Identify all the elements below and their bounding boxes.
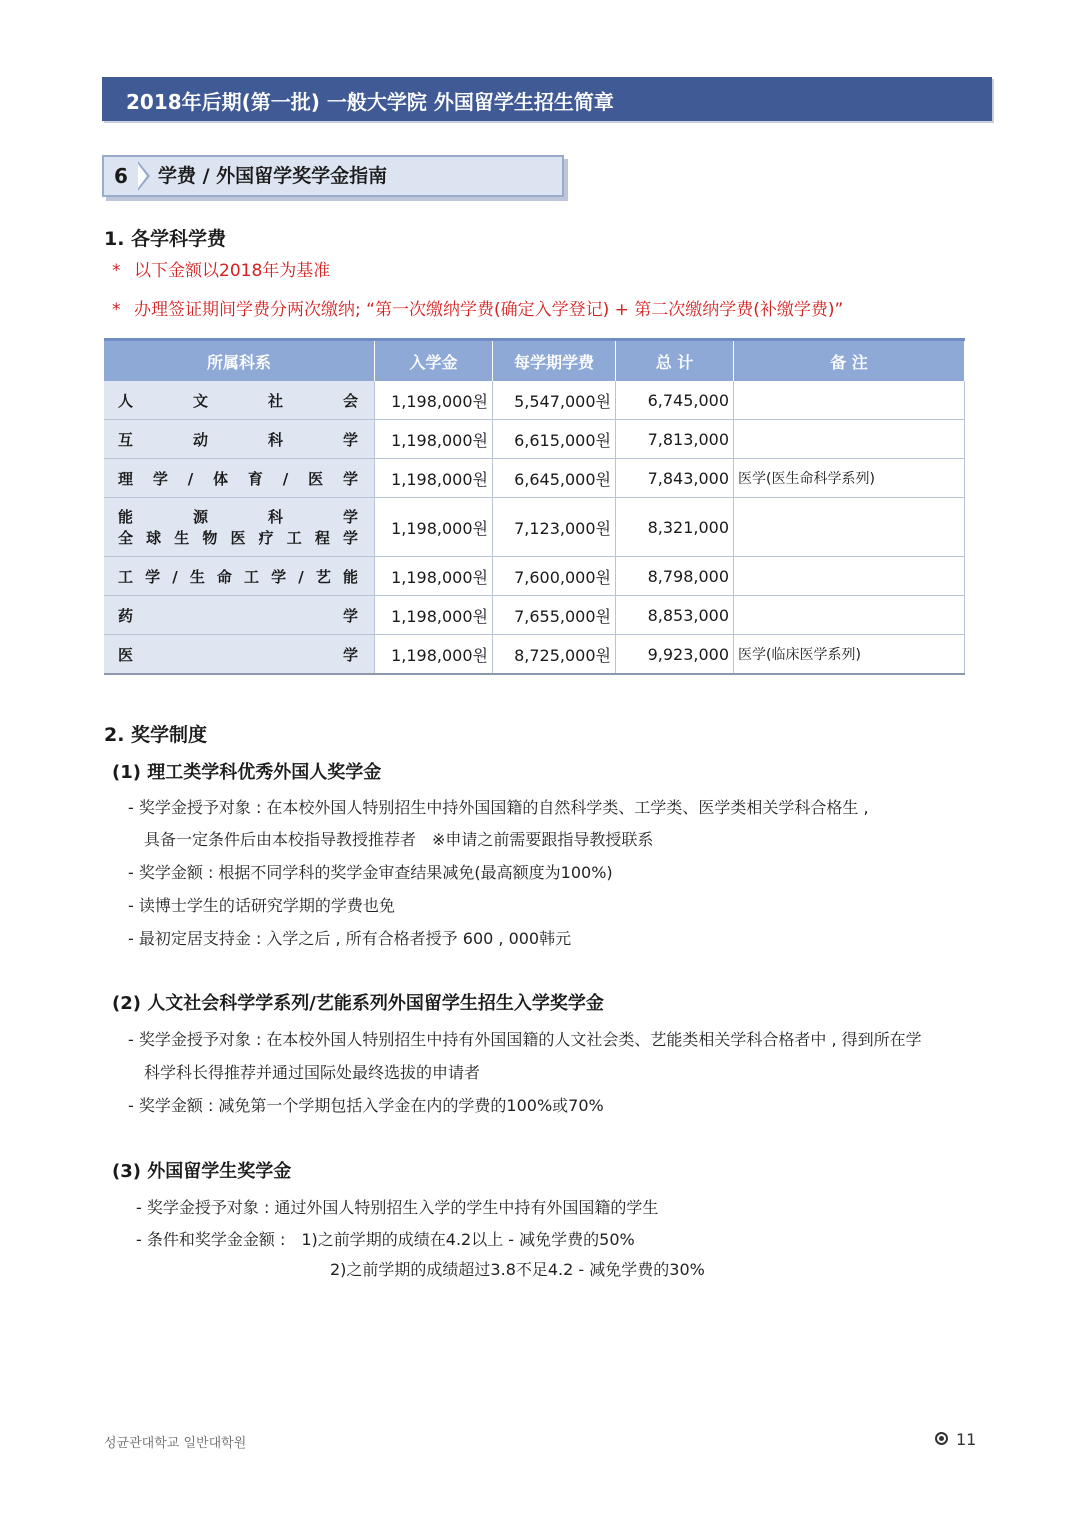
total-cell: 8,853,000 bbox=[616, 596, 734, 635]
tuition-cell: 6,615,000원 bbox=[493, 420, 616, 459]
remark-cell bbox=[734, 596, 965, 635]
col-header-total: 总 计 bbox=[616, 340, 734, 382]
part2-heading: 2. 奖学制度 bbox=[104, 724, 208, 746]
footer-school-name: 성균관대학교 일반대학원 bbox=[104, 1436, 247, 1451]
table-header-row bbox=[104, 340, 965, 382]
tuition-cell: 8,725,000원 bbox=[493, 635, 616, 675]
col-header-department: 所属科系 bbox=[104, 340, 375, 382]
entrance-fee-cell: 1,198,000원 bbox=[375, 596, 493, 635]
department-cell: 医学 bbox=[104, 635, 375, 675]
table-row bbox=[104, 498, 965, 557]
scholarship-2-title: (2) 人文社会科学学系列/艺能系列外国留学生招生入学奖学金 bbox=[112, 993, 604, 1014]
note-1-text: 以下金额以2018年为基准 bbox=[134, 261, 331, 281]
department-cell: 互动科学 bbox=[104, 420, 375, 459]
tuition-cell: 5,547,000원 bbox=[493, 381, 616, 420]
remark-cell bbox=[734, 498, 965, 557]
scholarship-1-title: (1) 理工类学科优秀外国人奖学金 bbox=[112, 762, 382, 783]
table-row bbox=[104, 635, 965, 675]
total-cell: 7,843,000 bbox=[616, 459, 734, 498]
department-cell: 理学/体育/医学 bbox=[104, 459, 375, 498]
entrance-fee-cell: 1,198,000원 bbox=[375, 459, 493, 498]
asterisk-icon: * bbox=[112, 261, 121, 281]
asterisk-icon: * bbox=[112, 300, 121, 320]
entrance-fee-cell: 1,198,000원 bbox=[375, 498, 493, 557]
remark-cell: 医学(医生命科学系列) bbox=[734, 459, 965, 498]
tuition-table bbox=[104, 338, 965, 675]
section-title: 学费 / 外国留学奖学金指南 bbox=[158, 165, 388, 187]
scholarship-2-item: 科学科长得推荐并通过国际处最终选拔的申请者 bbox=[144, 1063, 481, 1082]
table-row bbox=[104, 557, 965, 596]
total-cell: 9,923,000 bbox=[616, 635, 734, 675]
scholarship-1-item: - 最初定居支持金 : 入学之后 , 所有合格者授予 600 , 000韩元 bbox=[128, 929, 572, 948]
department-cell: 工学/生命工学/艺能 bbox=[104, 557, 375, 596]
scholarship-3-title: (3) 外国留学生奖学金 bbox=[112, 1161, 292, 1182]
tuition-cell: 6,645,000원 bbox=[493, 459, 616, 498]
department-cell: 人文社会 bbox=[104, 381, 375, 420]
entrance-fee-cell: 1,198,000원 bbox=[375, 381, 493, 420]
scholarship-3-item: - 条件和奖学金金额 : 1)之前学期的成绩在4.2以上 - 减免学费的50% bbox=[136, 1230, 635, 1249]
table-row bbox=[104, 381, 965, 420]
section-number: 6 bbox=[114, 164, 128, 188]
section-heading bbox=[102, 155, 564, 197]
remark-cell: 医学(临床医学系列) bbox=[734, 635, 965, 675]
tuition-cell: 7,600,000원 bbox=[493, 557, 616, 596]
department-line-1: 能源科学 bbox=[118, 508, 360, 526]
scholarship-1-item: - 奖学金授予对象 : 在本校外国人特别招生中持外国国籍的自然科学类、工学类、医学类相关学科合格生 , bbox=[128, 798, 869, 817]
note-2-text: 办理签证期间学费分两次缴纳; “第一次缴纳学费(确定入学登记) + 第二次缴纳学费(补缴学费)” bbox=[134, 300, 844, 320]
table-row bbox=[104, 420, 965, 459]
col-header-remarks: 备 注 bbox=[734, 340, 965, 382]
table-row bbox=[104, 596, 965, 635]
scholarship-2-item: - 奖学金授予对象 : 在本校外国人特别招生中持有外国国籍的人文社会类、艺能类相关学科合格者中 , 得到所在学 bbox=[128, 1030, 922, 1049]
page-number bbox=[935, 1430, 976, 1449]
remark-cell bbox=[734, 420, 965, 459]
entrance-fee-cell: 1,198,000원 bbox=[375, 557, 493, 596]
department-line-2: 全球生物医疗工程学 bbox=[118, 529, 360, 547]
scholarship-2-item: - 奖学金额 : 减免第一个学期包括入学金在内的学费的100%或70% bbox=[128, 1096, 604, 1115]
remark-cell bbox=[734, 381, 965, 420]
col-header-semester-tuition: 每学期学费 bbox=[493, 340, 616, 382]
tuition-cell: 7,655,000원 bbox=[493, 596, 616, 635]
remark-cell bbox=[734, 557, 965, 596]
scholarship-1-item: - 读博士学生的话研究学期的学费也免 bbox=[128, 896, 395, 915]
table-row bbox=[104, 459, 965, 498]
col-header-entrance-fee: 入学金 bbox=[375, 340, 493, 382]
scholarship-3-item: 2)之前学期的成绩超过3.8不足4.2 - 减免学费的30% bbox=[330, 1260, 705, 1279]
tuition-cell: 7,123,000원 bbox=[493, 498, 616, 557]
header-bar bbox=[102, 77, 992, 121]
total-cell: 8,798,000 bbox=[616, 557, 734, 596]
scholarship-1-item: - 奖学金额 : 根据不同学科的奖学金审查结果减免(最高额度为100%) bbox=[128, 863, 613, 882]
chevron-right-icon-inner bbox=[138, 164, 147, 188]
total-cell: 8,321,000 bbox=[616, 498, 734, 557]
entrance-fee-cell: 1,198,000원 bbox=[375, 635, 493, 675]
total-cell: 6,745,000 bbox=[616, 381, 734, 420]
bullet-icon bbox=[935, 1432, 948, 1445]
note-2 bbox=[112, 295, 843, 320]
note-1 bbox=[112, 256, 330, 281]
scholarship-1-item: 具备一定条件后由本校指导教授推荐者 ※申请之前需要跟指导教授联系 bbox=[144, 830, 654, 849]
total-cell: 7,813,000 bbox=[616, 420, 734, 459]
entrance-fee-cell: 1,198,000원 bbox=[375, 420, 493, 459]
header-title: 2018年后期(第一批) 一般大学院 外国留学生招生简章 bbox=[126, 90, 614, 114]
department-cell: 药学 bbox=[104, 596, 375, 635]
department-cell bbox=[104, 498, 375, 557]
part1-heading: 1. 各学科学费 bbox=[104, 228, 227, 250]
scholarship-3-item: - 奖学金授予对象 : 通过外国人特别招生入学的学生中持有外国国籍的学生 bbox=[136, 1198, 659, 1217]
page-number-text: 11 bbox=[956, 1430, 977, 1449]
